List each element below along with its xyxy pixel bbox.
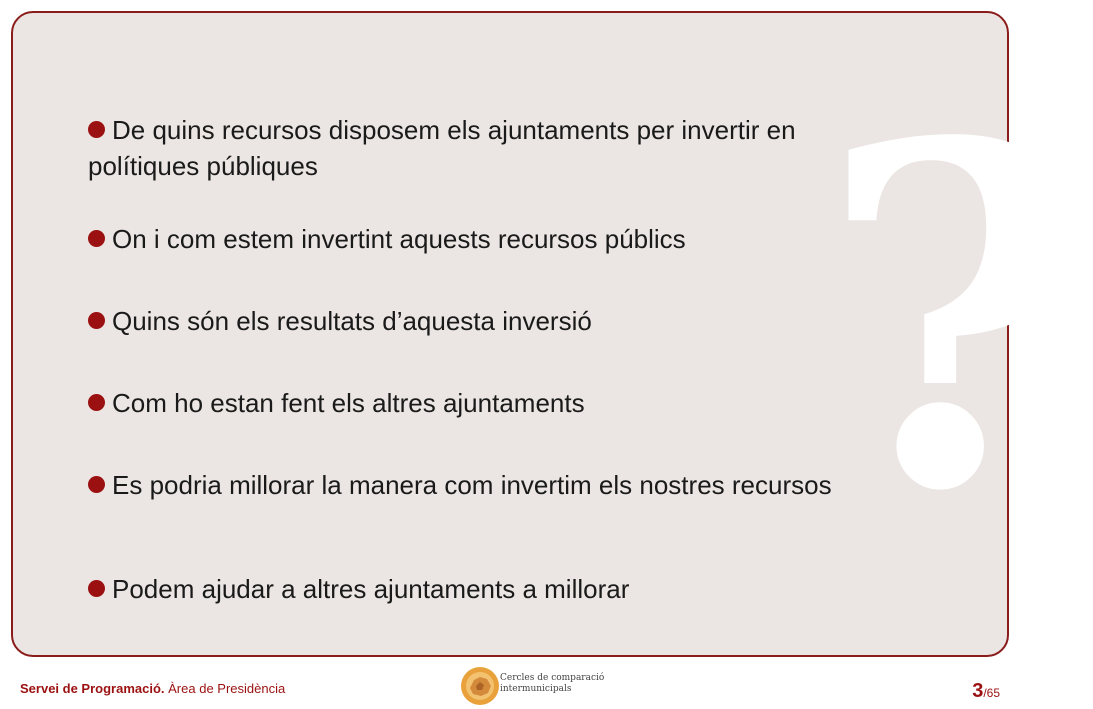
- bullet-item: [88, 303, 848, 339]
- page-current: 3: [972, 680, 984, 702]
- service-name: Servei de Programació.: [20, 681, 165, 696]
- page-number: [972, 680, 1000, 703]
- bullet-dot-icon: [88, 476, 105, 493]
- cercles-logo: [460, 666, 640, 706]
- bullet-item: [88, 385, 848, 421]
- bullet-item: [88, 221, 848, 257]
- bullet-dot-icon: [88, 121, 105, 138]
- page-total: /65: [983, 686, 1000, 700]
- bullet-text: De quins recursos disposem els ajuntaments per invertir en polítiques públiques: [88, 115, 796, 181]
- bullet-text: Es podria millorar la manera com invertim els nostres recursos: [112, 470, 832, 500]
- cercles-logo-icon: [460, 666, 500, 706]
- bullet-item: [88, 467, 848, 503]
- bullet-text: Quins són els resultats d’aquesta inversió: [112, 306, 592, 336]
- bullet-item: [88, 112, 848, 184]
- bullet-dot-icon: [88, 312, 105, 329]
- bullet-text: On i com estem invertint aquests recursos públics: [112, 224, 686, 254]
- bullet-text: Podem ajudar a altres ajuntaments a millorar: [112, 574, 630, 604]
- bullet-dot-icon: [88, 394, 105, 411]
- content-panel: [11, 11, 1093, 657]
- logo-caption: [500, 673, 604, 695]
- logo-caption-line1: Cercles de comparació: [500, 673, 605, 683]
- area-name: Àrea de Presidència: [168, 681, 286, 696]
- bullet-text: Com ho estan fent els altres ajuntaments: [112, 388, 585, 418]
- footer-service-label: [20, 681, 285, 696]
- bullet-dot-icon: [88, 230, 105, 247]
- logo-caption-line2: intermunicipals: [500, 684, 572, 694]
- bullet-item: [88, 571, 848, 607]
- question-mark-decoration: ?: [818, 42, 1093, 594]
- bullet-dot-icon: [88, 580, 105, 597]
